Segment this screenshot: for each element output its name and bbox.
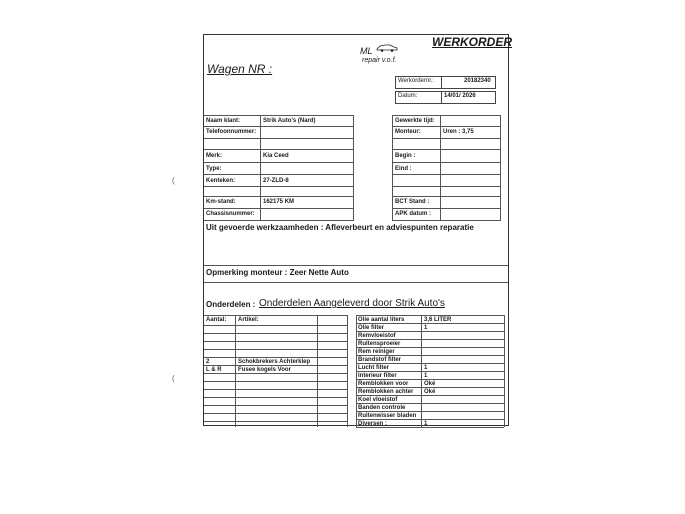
werkzaamheden-text: Uit gevoerde werkzaamheden : Afleverbeurt en adviespunten reparatie bbox=[206, 223, 474, 232]
checklist-item-label: Remblokken voor bbox=[358, 381, 409, 387]
checklist-item-label: Remblokken achter bbox=[358, 389, 414, 395]
onderdelen-label: Onderdelen : bbox=[206, 300, 256, 309]
km-stand-value: 162175 KM bbox=[263, 199, 295, 205]
checklist-item-value: 1 bbox=[424, 421, 428, 427]
parts-row-divider bbox=[204, 333, 347, 334]
checklist-item-value: 1 bbox=[424, 373, 428, 379]
binder-mark-top: ( bbox=[172, 176, 175, 185]
work-order-page bbox=[203, 34, 512, 427]
kenteken-label: Kenteken: bbox=[206, 178, 236, 184]
wagen-nr-label: Wagen NR : bbox=[207, 62, 273, 76]
werkordernr-value: 20182340 bbox=[441, 76, 496, 89]
vehicle-info-right bbox=[392, 115, 502, 221]
checklist-item-label: Olie aantal liters bbox=[358, 317, 405, 323]
begin-label: Begin : bbox=[395, 153, 416, 159]
parts-row-divider bbox=[204, 341, 347, 342]
merk-label: Merk: bbox=[206, 153, 223, 159]
checklist-item-label: Rem reiniger bbox=[358, 349, 395, 355]
checklist-item-label: Banden controle bbox=[358, 405, 406, 411]
logo-text: ML bbox=[360, 46, 373, 56]
col-aantal-header: Aantal: bbox=[206, 317, 227, 323]
parts-row-divider bbox=[204, 381, 347, 382]
checklist-item-label: Interieur filter bbox=[358, 373, 397, 379]
datum-label: Datum: bbox=[395, 91, 441, 104]
parts-row-artikel: Fusee kogels Voor bbox=[238, 367, 291, 373]
checklist-item-value: 1 bbox=[424, 365, 428, 371]
apk-datum-label: APK datum : bbox=[395, 211, 431, 217]
checklist-row-divider bbox=[356, 427, 504, 428]
chassisnummer-label: Chassisnummer: bbox=[206, 211, 255, 217]
car-logo-icon bbox=[376, 42, 398, 52]
checklist-item-label: Ruitensproeier bbox=[358, 341, 401, 347]
checklist-item-value: Oké bbox=[424, 389, 436, 395]
datum-value: 14/01/ 2026 bbox=[441, 91, 496, 104]
checklist-item-value: 1 bbox=[424, 325, 428, 331]
parts-row-divider bbox=[204, 349, 347, 350]
bct-stand-label: BCT Stand : bbox=[395, 199, 430, 205]
checklist-item-label: Ruitenwisser bladen bbox=[358, 413, 417, 419]
kenteken-value: 27-ZLD-8 bbox=[263, 178, 289, 184]
monteur-value: Uren : 3,75 bbox=[443, 129, 474, 135]
parts-row-artikel: Schokbrekers Achterklep bbox=[238, 359, 311, 365]
checklist-item-label: Brandstof filter bbox=[358, 357, 402, 363]
company-logo bbox=[360, 41, 422, 69]
opmerking-monteur-text: Opmerking monteur : Zeer Nette Auto bbox=[206, 268, 349, 277]
parts-row-divider bbox=[204, 405, 347, 406]
parts-row-divider bbox=[204, 373, 347, 374]
checklist-item-label: Koel vloeistof bbox=[358, 397, 398, 403]
parts-row-divider bbox=[204, 421, 347, 422]
type-label: Type: bbox=[206, 166, 222, 172]
parts-table-left bbox=[204, 315, 354, 429]
telefoonnummer-label: Telefoonnummer: bbox=[206, 129, 257, 135]
parts-row-divider bbox=[204, 389, 347, 390]
parts-row-aantal: L & R bbox=[206, 367, 222, 373]
parts-row-aantal: 2 bbox=[206, 359, 210, 365]
parts-row-divider bbox=[204, 413, 347, 414]
checklist-item-label: Olie filter bbox=[358, 325, 385, 331]
checklist-item-value: 3,6 LITER bbox=[424, 317, 452, 323]
parts-table-right bbox=[356, 315, 506, 429]
monteur-label: Monteur: bbox=[395, 129, 421, 135]
onderdelen-title: Onderdelen Aangeleverd door Strik Auto's bbox=[259, 298, 445, 309]
checklist-item-value: Oké bbox=[424, 381, 436, 387]
merk-value: Kia Ceed bbox=[263, 153, 289, 159]
parts-row-divider bbox=[204, 397, 347, 398]
vehicle-info-left bbox=[204, 115, 358, 221]
checklist-item-label: Remvloeistof bbox=[358, 333, 396, 339]
parts-row-divider bbox=[204, 325, 347, 326]
checklist-item-label: Diversen : bbox=[358, 421, 388, 427]
document-title: WERKORDER bbox=[432, 35, 512, 49]
gewerkte-tijd-label: Gewerkte tijd: bbox=[395, 118, 435, 124]
binder-mark-bottom: ( bbox=[172, 374, 175, 383]
eind-label: Eind : bbox=[395, 166, 412, 172]
col-artikel-header: Artikel: bbox=[238, 317, 259, 323]
checklist-item-label: Lucht filter bbox=[358, 365, 389, 371]
naam-klant-value: Strik Auto's (Nard) bbox=[263, 118, 316, 124]
logo-subtitle: repair v.o.f. bbox=[362, 57, 397, 64]
naam-klant-label: Naam klant: bbox=[206, 118, 241, 124]
werkordernr-label: Werkordernr.: bbox=[395, 76, 441, 89]
km-stand-label: Km-stand: bbox=[206, 199, 236, 205]
